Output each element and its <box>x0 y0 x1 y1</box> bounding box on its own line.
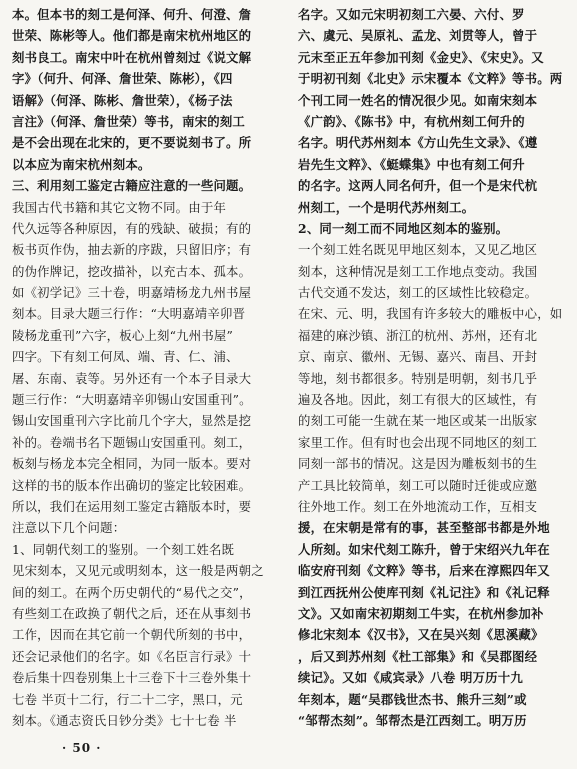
text-line: 1、同朝代刻工的鉴别。一个刻工姓名既 <box>12 541 235 557</box>
text-line: 卷后集十四卷别集上十三卷下十三卷外集十 <box>12 670 252 686</box>
text-line: 遍及各地。因此，刻工有很大的区域性，有 <box>298 392 538 408</box>
text-line: 还会记录他们的名字。如《名臣言行录》十 <box>12 648 252 664</box>
text-line: 名字。又如元宋明初刻工六晏、六付、罗 <box>298 7 525 22</box>
text-line: 三、利用刻工鉴定古籍应注意的一些问题。 <box>12 178 252 194</box>
text-line: ，后又到苏州刻《杜工部集》和《吴郡图经 <box>298 648 538 664</box>
text-line: 工作，因而在其它前一个朝代所刻的书中， <box>12 627 252 643</box>
text-line: 四字。下有刻工何凤、端、青、仁、浦、 <box>12 349 239 365</box>
page-number: · 50 · <box>62 741 102 755</box>
text-line: 文》。又如南宋初期刻工牛实，在杭州参加补 <box>298 605 544 621</box>
text-line: 见宋刻本，又见元或明刻本，这一般是两朝之 <box>12 563 264 579</box>
text-line: 《广韵》、《陈书》中，有杭州刻工何升的 <box>298 113 525 129</box>
text-line: 2、同一刻工而不同地区刻本的鉴别。 <box>298 220 509 236</box>
text-line: 言注》（何泽、詹世荣）等书，南宋的刻工 <box>12 113 246 129</box>
text-line: 到江西抚州公使库刊刻《礼记注》和《礼记释 <box>298 584 550 600</box>
text-line: 个刊工同一姓名的情况很少见。如南宋刻本 <box>298 92 538 108</box>
text-line: 刻本。目录大题三行作：“大明嘉靖辛卯晋 <box>12 306 246 322</box>
text-line: 的伪作牌记，挖改描补，以充古本、孤本。 <box>12 263 252 279</box>
text-line: 板刻与杨龙本完全相同，为同一版本。要对 <box>12 456 252 472</box>
text-line: 于明初刊刻《北史》示宋覆本《文粹》等书。两 <box>298 71 563 87</box>
text-line: 题三行作：“大明嘉靖辛卯锡山安国重刊”。 <box>12 392 252 408</box>
text-line: 七卷 半页十二行，行二十二字，黑口，元 <box>12 691 243 707</box>
text-line: 锡山安国重刊六字比前几个字大，显然是挖 <box>12 413 252 429</box>
text-line: 有些刻工在政换了朝代之后，还在从事刻书 <box>12 605 252 621</box>
text-line: 援，在宋朝是常有的事，甚至整部书都是外地 <box>298 520 550 536</box>
text-line: 一个刻工姓名既见甲地区刻本，又见乙地区 <box>298 242 538 258</box>
text-line: 京、南京、徽州、无锡、嘉兴、南昌、开封 <box>298 349 538 365</box>
text-line: 世荣、陈彬等人。他们都是南宋杭州地区的 <box>12 28 252 44</box>
text-line: 如《初学记》三十卷，明嘉靖杨龙九州书屋 <box>12 285 252 301</box>
text-line: 注意以下几个问题： <box>12 520 126 536</box>
text-line: 刻书良工。南宋中叶在杭州曾刻过《说文解 <box>12 49 252 65</box>
text-line: 修北宋刻本《汉书》，又在吴兴刻《思溪藏》 <box>298 627 544 643</box>
text-line: 语解》（何泽、陈彬、詹世荣），《杨子法 <box>12 92 233 108</box>
text-line: 年刻本，题“吴郡钱世杰书、熊升三刻”或 <box>298 691 527 707</box>
text-line: 州刻工，一个是明代苏州刻工。 <box>298 199 475 215</box>
text-line: 补的。卷端书名下题锡山安国重刊。刻工， <box>12 434 252 450</box>
text-line: 家里工作。但有时也会出现不同地区的刻工 <box>298 434 538 450</box>
text-line: 岩先生文粹》、《蜓蝶集》中也有刻工何升 <box>298 156 525 172</box>
text-line: 所以，我们在运用刻工鉴定古籍版本时，要 <box>12 498 252 514</box>
text-line: 元末至正五年参加刊刻《金史》、《宋史》。又 <box>298 49 544 65</box>
text-line: 福建的麻沙镇、浙江的杭州、苏州，还有北 <box>298 327 538 343</box>
text-line: 我国古代书籍和其它文物不同。由于年 <box>12 199 227 215</box>
text-line: 刻本。《通志资氏日钞分类》七十七卷 半 <box>12 712 237 728</box>
right-text-column <box>298 4 570 732</box>
text-line <box>12 731 284 732</box>
text-line: 产工具比较简单，刻工可以随时迁徙或应邀 <box>298 477 538 493</box>
text-line: 名字。明代苏州刻本《方山先生文录》、《遵 <box>298 135 538 151</box>
text-line: 的名字。这两人同名何升，但一个是宋代杭 <box>298 178 538 194</box>
text-line: 古代交通不发达，刻工的区域性比较稳定。 <box>298 285 538 301</box>
text-line: 间的刻工。在两个历史朝代的“易代之交”， <box>12 584 252 600</box>
text-line: 的刻工可能一生就在某一地区或某一出版家 <box>298 413 538 429</box>
text-line: 在宋、元、明，我国有许多较大的雕板中心，如 <box>298 306 563 322</box>
text-line: 这样的书的版本作出确切的鉴定比较困难。 <box>12 477 252 493</box>
text-line: 板书页作伪，抽去新的序跋，只留旧序；有 <box>12 242 252 258</box>
text-line: “邹帮杰刻”。邹帮杰是江西刻工。明万历 <box>298 712 527 728</box>
text-line: 同刻一部书的情况。这是因为雕板刻书的生 <box>298 456 538 472</box>
text-line: 陵杨龙重刊”六字，板心上刻“九州书屋” <box>12 327 234 343</box>
text-line: 屠、东南、袁等。另外还有一个本子目录大 <box>12 370 252 386</box>
left-text-column <box>12 4 284 732</box>
text-line <box>298 731 570 732</box>
text-line: 刻本，这种情况是刻工工作地点变动。我国 <box>298 263 538 279</box>
text-line: 等地，刻书都很多。特别是明朝，刻书几乎 <box>298 370 538 386</box>
text-line: 临安府刊刻《文粹》等书，后来在淳熙四年又 <box>298 563 550 579</box>
text-line: 续记》。又如《咸宾录》八卷 明万历十九 <box>298 670 523 686</box>
text-line: 字》（何升、何泽、詹世荣、陈彬），《四 <box>12 71 233 87</box>
text-line: 往外地工作。刻工在外地流动工作，互相支 <box>298 498 538 514</box>
text-line: 六、虞元、吴原礼、孟龙、刘贯等人，曾于 <box>298 28 538 44</box>
text-line: 代久远等各种原因，有的残缺、破损；有的 <box>12 220 252 236</box>
text-line: 以本应为南宋杭州刻本。 <box>12 156 151 172</box>
text-line: 人所刻。如宋代刻工陈升，曾于宋绍兴九年在 <box>298 541 550 557</box>
text-line: 是不会出现在北宋的，更不要说刻书了。所 <box>12 135 252 151</box>
text-line: 本。但本书的刻工是何泽、何升、何澄、詹 <box>12 7 252 22</box>
